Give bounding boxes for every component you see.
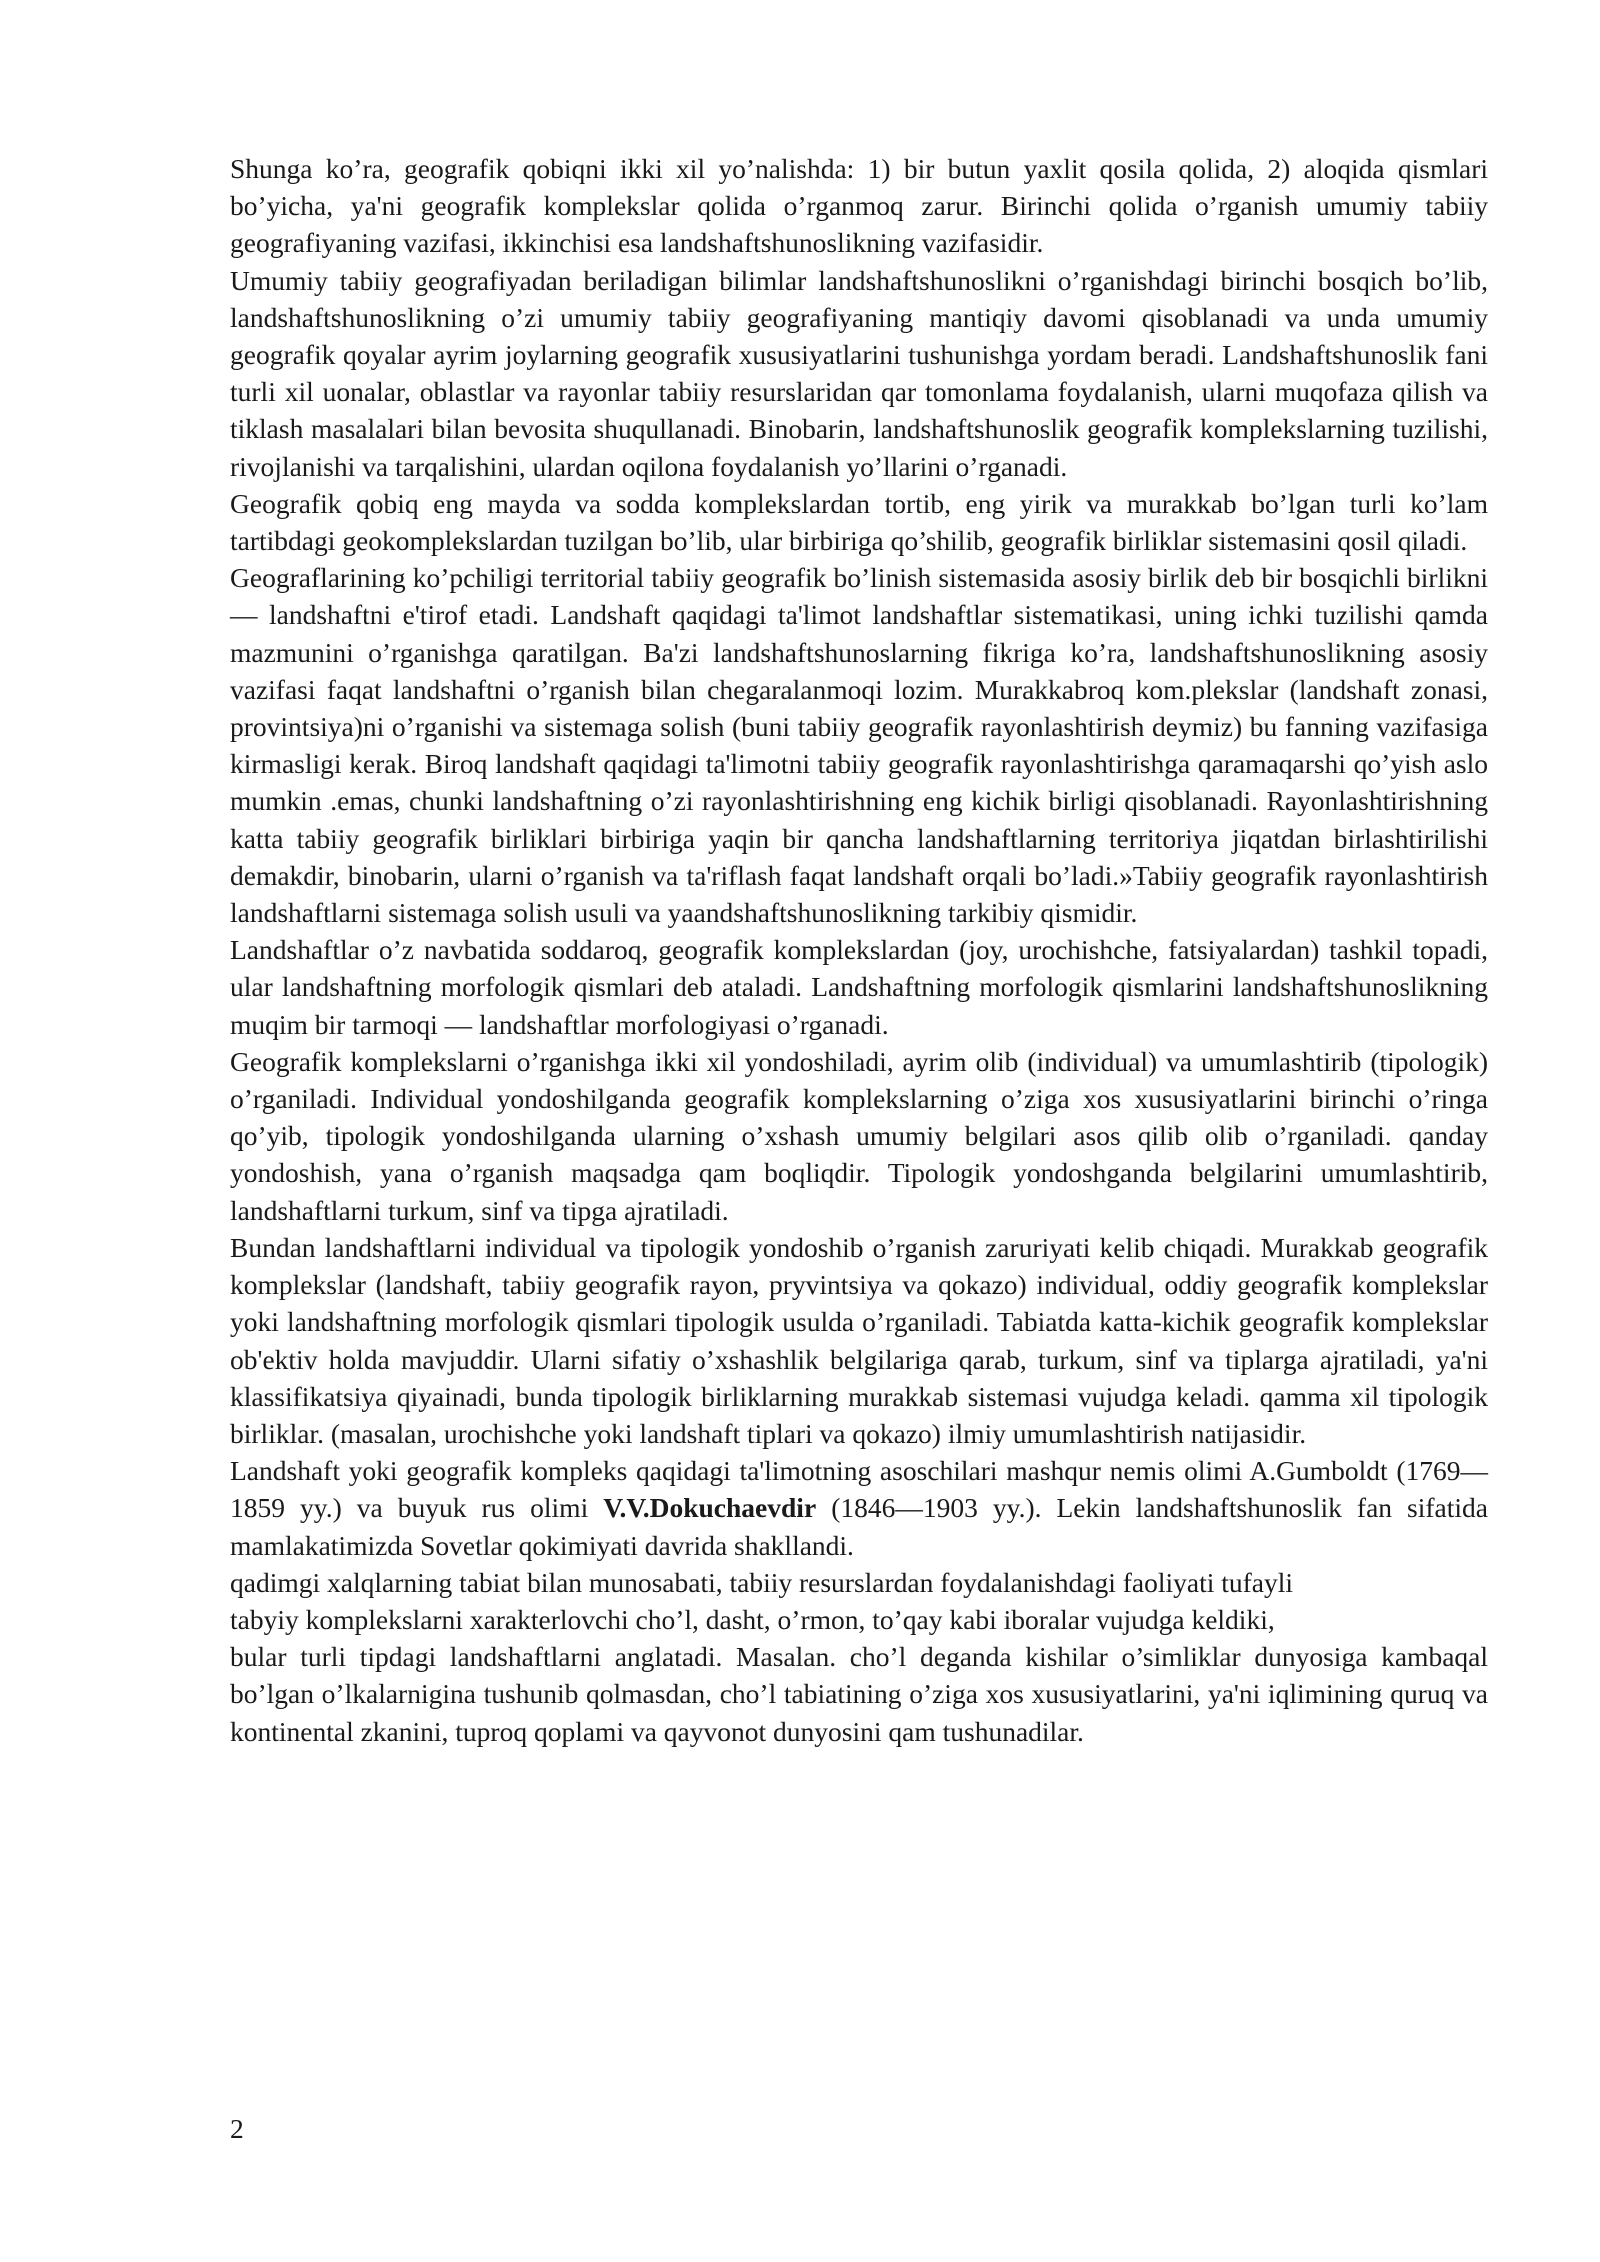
paragraph-4: Geograflarining ko’pchiligi territorial tabiiy geografik bo’linish sistemasida asosiy birlik deb bir bosqichli birlikni — landshaftni e'tirof etadi. Landshaft qaqidagi ta'limot landshaftlar sistematikasi, uning ichki tuzilishi qamda mazmunini o’rganishga qaratilgan. Ba'zi landshaftshunoslarning fikriga ko’ra, landshaftshunoslikning asosiy vazifasi faqat landshaftni o’rganish bilan chegaralanmoqi lozim. Murakkabroq kom.plekslar (landshaft zonasi, provintsiya)ni o’rganishi va sistemaga solish (buni tabiiy geografik rayonlashtirish deymiz) bu fanning vazifasiga kirmasligi kerak. Biroq landshaft qaqidagi ta'limotni tabiiy geografik rayonlashtirishga qaramaqarshi qo’yish aslo mumkin .emas, chunki landshaftning o’zi rayonlashtirishning eng kichik birligi qisoblanadi. Rayonlashtirishning katta tabiiy geografik birliklari birbiriga yaqin bir qancha landshaftlarning territoriya jiqatdan birlashtirilishi demakdir, binobarin, ularni o’rganish va ta'riflash faqat landshaft orqali bo’ladi.»Tabiiy geografik rayonlashtirish landshaftlarni sistemaga solish usuli va yaandshaftshunoslikning tarkibiy qismidir. xyxy=(230,562,1488,929)
paragraph-6: Geografik komplekslarni o’rganishga ikki xil yondoshiladi, ayrim olib (individual) va umumlashtirib (tipologik) o’rganiladi. Individual yondoshilganda geografik komplekslarning o’ziga xos xususiyatlarini birinchi o’ringa qo’yib, tipologik yondoshilganda ularning o’xshash umumiy belgilari asos qilib olib o’rganiladi. qanday yondoshish, yana o’rganish maqsadga qam boqliqdir. Tipologik yondoshganda belgilarini umumlashtirib, landshaftlarni turkum, sinf va tipga ajratiladi. xyxy=(230,1045,1488,1226)
paragraph-8-text-start: Landshaft yoki geografik kompleks qaqidagi ta'limotning asoschilari mashqur nemis olimi A.Gumboldt (1769—1859 yy.) va buyuk rus olimi xyxy=(230,1455,1488,1524)
paragraph-9-line-2: tabyiy komplekslarni xarakterlovchi cho’l, dasht, o’rmon, to’qay kabi iboralar vujudga keldiki, xyxy=(230,1603,1275,1635)
paragraph-7: Bundan landshaftlarni individual va tipologik yondoshib o’rganish zaruriyati kelib chiqadi. Murakkab geografik komplekslar (landshaft, tabiiy geografik rayon, pryvintsiya va qokazo) individual, oddiy geografik komplekslar yoki landshaftning morfologik qismlari tipologik usulda o’rganiladi. Tabiatda katta-kichik geografik komplekslar ob'ektiv holda mavjuddir. Ularni sifatiy o’xshashlik belgilariga qarab, turkum, sinf va tiplarga ajratiladi, ya'ni klassifikatsiya qiyainadi, bunda tipologik birliklarning murakkab sistemasi vujudga keladi. qamma xil tipologik birliklar. (masalan, urochishche yoki landshaft tiplari va qokazo) ilmiy umumlashtirish natijasidir. xyxy=(230,1231,1488,1449)
paragraph-3: Geografik qobiq eng mayda va sodda komplekslardan tortib, eng yirik va murakkab bo’lgan turli ko’lam tartibdagi geokomplekslardan tuzilgan bo’lib, ular birbiriga qo’shilib, geografik birliklar sistemasini qosil qiladi. xyxy=(230,487,1488,557)
paragraph-1: Shunga ko’ra, geografik qobiqni ikki xil yo’nalishda: 1) bir butun yaxlit qosila qolida, 2) aloqida qismlari bo’yicha, ya'ni geografik komplekslar qolida o’rganmoq zarur. Birinchi qolida o’rganish umumiy tabiiy geografiyaning vazifasi, ikkinchisi esa landshaftshunoslikning vazifasidir. xyxy=(230,153,1488,259)
paragraph-5: Landshaftlar o’z navbatida soddaroq, geografik komplekslardan (joy, urochishche, fatsiyalardan) tashkil topadi, ular landshaftning morfologik qismlari deb ataladi. Landshaftning morfologik qismlarini landshaftshunoslikning muqim bir tarmoqi — landshaftlar morfologiyasi o’rganadi. xyxy=(230,934,1488,1040)
body-text xyxy=(230,150,1488,1750)
paragraph-9-line-1: qadimgi xalqlarning tabiat bilan munosabati, tabiiy resurslardan foydalanishdagi faoliyati tufayli xyxy=(230,1566,1294,1598)
paragraph-10: bular turli tipdagi landshaftlarni anglatadi. Masalan. cho’l deganda kishilar o’simliklar dunyosiga kambaqal bo’lgan o’lkalarnigina tushunib qolmasdan, cho’l tabiatining o’ziga xos xususiyatlarini, ya'ni iqlimining quruq va kontinental zkanini, tuproq qoplami va qayvonot dunyosini qam tushunadilar. xyxy=(230,1641,1488,1747)
page-number: 2 xyxy=(230,2113,244,2144)
paragraph-8-text-end: (1846—1903 yy.). Lekin landshaftshunoslik fan sifatida mamlakatimizda Sovetlar qokimiyati davrida shakllandi. xyxy=(230,1492,1488,1561)
paragraph-2: Umumiy tabiiy geografiyadan beriladigan bilimlar landshaftshunoslikni o’rganishdagi birinchi bosqich bo’lib, landshaftshunoslikning o’zi umumiy tabiiy geografiyaning mantiqiy davomi qisoblanadi va unda umumiy geografik qoyalar ayrim joylarning geografik xususiyatlarini tushunishga yordam beradi. Landshaftshunoslik fani turli xil uonalar, oblastlar va rayonlar tabiiy resurslaridan qar tomonlama foydalanish, ularni muqofaza qilish va tiklash masalalari bilan bevosita shuqullanadi. Binobarin, landshaftshunoslik geografik komplekslarning tuzilishi, rivojlanishi va tarqalishini, ulardan oqilona foydalanish yo’llarini o’rganadi. xyxy=(230,264,1488,482)
author-name-bold: V.V.Dokuchaevdir xyxy=(603,1492,817,1524)
paragraph-8 xyxy=(230,1452,1488,1564)
